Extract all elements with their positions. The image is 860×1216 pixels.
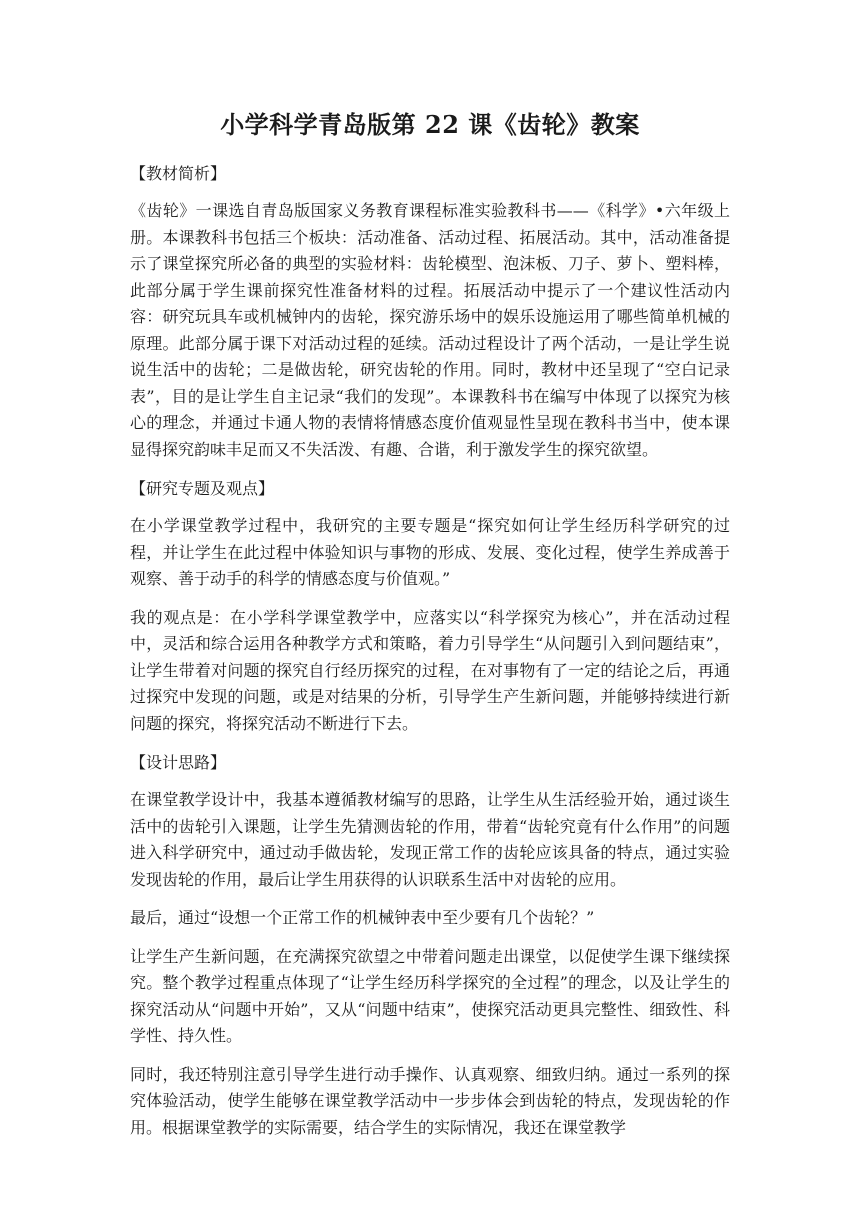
- section-heading: 【教材简析】: [130, 164, 227, 183]
- section-textbook-analysis: [130, 160, 730, 463]
- section-heading: 【设计思路】: [130, 753, 227, 772]
- document-body: [130, 160, 730, 1153]
- document-title: 小学科学青岛版第 22 课《齿轮》教案: [220, 110, 640, 139]
- paragraph: 最后，通过“设想一个正常工作的机械钟表中至少要有几个齿轮？”: [130, 908, 595, 927]
- paragraph: 让学生产生新问题，在充满探究欲望之中带着问题走出课堂，以促使学生课下继续探究。整个教学过程重点体现了“让学生经历科学探究的全过程”的理念，以及让学生的探究活动从“问题中开始”，又从“问题中结束”，使探究活动更具完整性、细致性、科学性、持久性。: [130, 946, 730, 1045]
- paragraph: 同时，我还特别注意引导学生进行动手操作、认真观察、细致归纳。通过一系列的探究体验活动，使学生能够在课堂教学活动中一步步体会到齿轮的特点，发现齿轮的作用。根据课堂教学的实际需要，结合学生的实际情况，我还在课堂教学: [130, 1064, 730, 1137]
- paragraph: 《齿轮》一课选自青岛版国家义务教育课程标准实验教科书——《科学》•六年级上册。本课教科书包括三个板块：活动准备、活动过程、拓展活动。其中，活动准备提示了课堂探究所必备的典型的实验材料：齿轮模型、泡沫板、刀子、萝卜、塑料棒，此部分属于学生课前探究性准备材料的过程。拓展活动中提示了一个建议性活动内容：研究玩具车或机械钟内的齿轮，探究游乐场中的娱乐设施运用了哪些简单机械的原理。此部分属于课下对活动过程的延续。活动过程设计了两个活动，一是让学生说说生活中的齿轮；二是做齿轮，研究齿轮的作用。同时，教材中还呈现了“空白记录表”，目的是让学生自主记录“我们的发现”。本课教科书在编写中体现了以探究为核心的理念，并通过卡通人物的表情将情感态度价值观显性呈现在教科书当中，使本课显得探究韵味丰足而又不失活泼、有趣、合谐，利于激发学生的探究欲望。: [130, 201, 730, 459]
- paragraph: 在小学课堂教学过程中，我研究的主要专题是“探究如何让学生经历科学研究的过程，并让学生在此过程中体验知识与事物的形成、发展、变化过程，使学生养成善于观察、善于动手的科学的情感态度与价值观。”: [130, 516, 730, 588]
- paragraph: 在课堂教学设计中，我基本遵循教材编写的思路，让学生从生活经验开始，通过谈生活中的齿轮引入课题，让学生先猜测齿轮的作用，带着“齿轮究竟有什么作用”的问题进入科学研究中，通过动手做齿轮，发现正常工作的齿轮应该具备的特点，通过实验发现齿轮的作用，最后让学生用获得的认识联系生活中对齿轮的应用。: [130, 790, 730, 889]
- section-design-idea: [130, 749, 730, 1141]
- section-research-topic: [130, 475, 730, 737]
- paragraph: 我的观点是：在小学科学课堂教学中，应落实以“科学探究为核心”，并在活动过程中，灵活和综合运用各种教学方式和策略，着力引导学生“从问题引入到问题结束”，让学生带着对问题的探究自行经历探究的过程，在对事物有了一定的结论之后，再通过探究中发现的问题，或是对结果的分析，引导学生产生新问题，并能够持续进行新问题的探究，将探究活动不断进行下去。: [130, 607, 730, 733]
- section-heading: 【研究专题及观点】: [130, 479, 275, 498]
